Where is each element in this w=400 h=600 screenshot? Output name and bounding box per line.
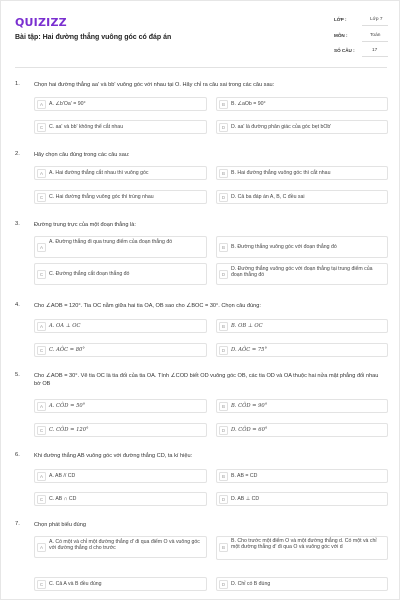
- option-letter: C: [37, 495, 46, 504]
- option-letter: D: [219, 270, 228, 279]
- option-text: C. Hai đường thẳng vuông góc thì trùng nhau: [49, 194, 154, 200]
- meta-row-grade: [334, 15, 389, 29]
- option-letter: D: [219, 123, 228, 132]
- option-letter: B: [219, 402, 228, 411]
- option-text: A. Hai đường thẳng cắt nhau thì vuông góc: [49, 170, 149, 176]
- option-letter: C: [37, 346, 46, 355]
- option-text: B. Đường thẳng vuông góc với đoạn thẳng đó: [231, 244, 337, 250]
- option-d[interactable]: [216, 423, 388, 437]
- option-text: A. AB // CD: [49, 473, 76, 479]
- meta-row-subject: [334, 31, 389, 45]
- option-letter: A: [37, 100, 46, 109]
- question-number: 6.: [15, 452, 20, 458]
- question-text: Cho ∠AOB = 120°. Tia OC nằm giữa hai tia OA, OB sao cho ∠BOC = 30°. Chọn câu đúng:: [34, 303, 261, 309]
- option-text: A. ∠b'Oa' = 90°: [49, 101, 86, 107]
- option-d[interactable]: [216, 263, 388, 285]
- meta-label: MÔN :: [334, 33, 348, 38]
- option-c[interactable]: [34, 492, 207, 506]
- question-number: 3.: [15, 221, 20, 227]
- option-letter: A: [37, 243, 46, 252]
- option-letter: C: [37, 580, 46, 589]
- option-letter: B: [219, 243, 228, 252]
- option-text: C. AB ∩ CD: [49, 496, 77, 502]
- option-text: A. Có một và chỉ một đường thẳng d' đi qua điểm O và vuông góc với đường thẳng d cho trước: [49, 539, 200, 552]
- option-d[interactable]: [216, 120, 388, 134]
- option-c[interactable]: [34, 120, 207, 134]
- option-a[interactable]: [34, 236, 207, 258]
- question-text: Chọn hai đường thẳng aa' và bb' vuông góc với nhau tại O. Hãy chỉ ra câu sai trong các câu sau:: [34, 82, 275, 88]
- option-text: C. Đường thẳng cắt đoạn thẳng đó: [49, 271, 130, 277]
- option-text: B. Cho trước một điểm O và một đường thẳng d. Có một và chỉ một đường thẳng d' đi qua O và vuông góc với d: [231, 538, 377, 551]
- option-text: B. CÔD = 90°: [231, 403, 268, 409]
- option-text: D. Chỉ có B đúng: [231, 581, 271, 587]
- option-a[interactable]: [34, 166, 207, 180]
- option-text: C. AÔC = 80°: [49, 347, 85, 353]
- question-text: Khi đường thẳng AB vuông góc với đường thẳng CD, ta kí hiệu:: [34, 453, 193, 459]
- quizizz-logo: QUIZIZZ: [15, 16, 67, 29]
- option-d[interactable]: [216, 343, 388, 357]
- option-text: B. Hai đường thẳng vuông góc thì cắt nhau: [231, 170, 331, 176]
- option-letter: D: [219, 346, 228, 355]
- option-letter: D: [219, 426, 228, 435]
- option-letter: C: [37, 426, 46, 435]
- option-b[interactable]: [216, 536, 388, 560]
- option-letter: B: [219, 472, 228, 481]
- option-letter: B: [219, 169, 228, 178]
- option-a[interactable]: [34, 97, 207, 111]
- option-b[interactable]: [216, 236, 388, 258]
- option-text: D. Đường thẳng vuông góc với đoạn thẳng tại trung điểm của đoạn thẳng đó: [231, 266, 373, 279]
- option-b[interactable]: [216, 469, 388, 483]
- option-letter: C: [37, 270, 46, 279]
- option-text: B. ∠aOb = 90°: [231, 101, 266, 107]
- option-c[interactable]: [34, 423, 207, 437]
- question-number: 5.: [15, 372, 20, 378]
- worksheet-header: [1, 1, 400, 67]
- option-letter: D: [219, 580, 228, 589]
- option-letter: B: [219, 100, 228, 109]
- question-text: Đường trung trực của một đoạn thẳng là:: [34, 222, 136, 228]
- option-letter: B: [219, 543, 228, 552]
- option-text: B. OB ⊥ OC: [231, 323, 263, 329]
- option-letter: C: [37, 193, 46, 202]
- option-b[interactable]: [216, 399, 388, 413]
- option-text: D. AB ⊥ CD: [231, 496, 260, 502]
- option-letter: A: [37, 169, 46, 178]
- question-number: 7.: [15, 521, 20, 527]
- meta-value: Lớp 7: [370, 17, 383, 22]
- option-d[interactable]: [216, 190, 388, 204]
- header-divider: [15, 67, 387, 68]
- option-c[interactable]: [34, 343, 207, 357]
- option-c[interactable]: [34, 263, 207, 285]
- option-letter: A: [37, 543, 46, 552]
- option-text: B. AB = CD: [231, 473, 258, 479]
- option-text: C. aa' và bb' không thể cắt nhau: [49, 124, 124, 130]
- option-text: D. CÔD = 60°: [231, 427, 268, 433]
- option-letter: C: [37, 123, 46, 132]
- option-text: C. CÔD = 120°: [49, 427, 89, 433]
- option-c[interactable]: [34, 190, 207, 204]
- option-c[interactable]: [34, 577, 207, 591]
- option-text: D. aa' là đường phân giác của góc bẹt bOb': [231, 124, 332, 130]
- option-text: A. CÔD = 50°: [49, 403, 86, 409]
- option-text: D. AÔC = 75°: [231, 347, 268, 353]
- option-d[interactable]: [216, 577, 388, 591]
- option-b[interactable]: [216, 166, 388, 180]
- option-text: A. OA ⊥ OC: [49, 323, 81, 329]
- question-text: Hãy chọn câu đúng trong các câu sau:: [34, 152, 130, 158]
- question-number: 4.: [15, 302, 20, 308]
- option-b[interactable]: [216, 319, 388, 333]
- meta-row-count: [334, 46, 389, 60]
- meta-value: 17: [372, 48, 378, 53]
- meta-label: SỐ CÂU :: [334, 48, 355, 53]
- option-a[interactable]: [34, 319, 207, 333]
- option-letter: D: [219, 193, 228, 202]
- option-text: C. Cả A và B đều đúng: [49, 581, 102, 587]
- option-letter: A: [37, 472, 46, 481]
- option-a[interactable]: [34, 399, 207, 413]
- option-letter: B: [219, 322, 228, 331]
- option-b[interactable]: [216, 97, 388, 111]
- option-a[interactable]: [34, 536, 207, 558]
- question-number: 2.: [15, 151, 20, 157]
- meta-label: LỚP :: [334, 17, 347, 22]
- option-d[interactable]: [216, 492, 388, 506]
- option-letter: D: [219, 495, 228, 504]
- meta-value: Toán: [370, 33, 381, 38]
- question-text: Cho ∠AOB = 30°. Vẽ tia OC là tia đối của tia OA. Tính ∠COD biết OD vuông góc OB, các tia OD và OA thuộc hai nửa mặt phẳng đối nhau bờ OB: [34, 373, 379, 387]
- option-letter: A: [37, 322, 46, 331]
- option-text: A. Đường thẳng đi qua trung điểm của đoạn thẳng đó: [49, 239, 173, 245]
- worksheet-title: Bài tập: Hai đường thẳng vuông góc có đáp án: [15, 34, 172, 41]
- question-number: 1.: [15, 81, 20, 87]
- question-text: Chọn phát biểu đúng: [34, 522, 86, 528]
- option-letter: A: [37, 402, 46, 411]
- option-text: D. Cả ba đáp án A, B, C đều sai: [231, 194, 305, 200]
- option-a[interactable]: [34, 469, 207, 483]
